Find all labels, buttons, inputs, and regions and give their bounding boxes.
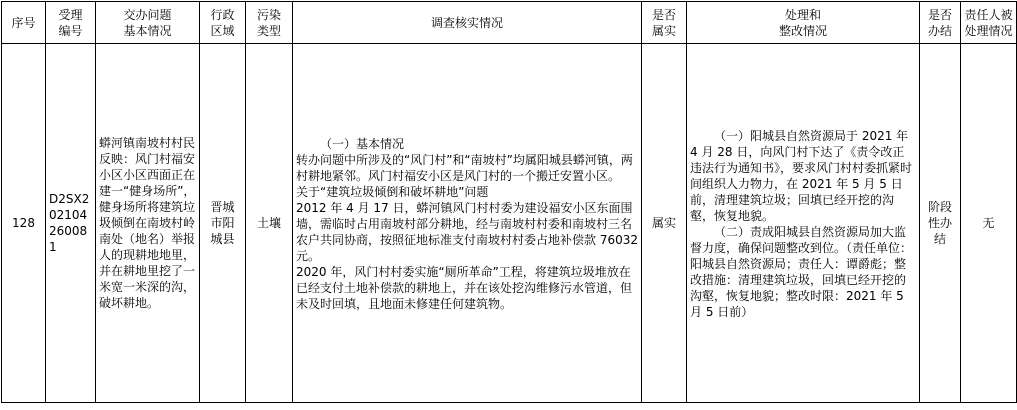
cell-seq: 128	[2, 44, 46, 403]
header-pollution-type: 污染 类型	[246, 2, 293, 44]
cell-accountability: 无	[961, 44, 1017, 403]
header-id: 受理 编号	[46, 2, 96, 44]
handling-paragraph: （一）阳城县自然资源局于 2021 年 4 月 28 日，向风门村下达了《责令改正违法行为通知书》，要求风门村村委抓紧时间组织人力物力，在 2021 年 5 月 5 日前，清理建筑垃圾；回填已经开挖的沟壑，恢复地貌。	[690, 129, 913, 223]
case-table	[1, 1, 1017, 403]
header-is-closed: 是否 办结	[920, 2, 961, 44]
investigation-paragraph: 转办问题中所涉及的“风门村”和“南坡村”均属阳城县蟒河镇，两村耕地紧邻。风门村福安小区是风门村的一个搬迁安置小区。	[296, 153, 633, 183]
handling-paragraph: （二）责成阳城县自然资源局加大监督力度，确保问题整改到位。（责任单位：阳城县自然资源局；责任人：谭爵彪；整改措施：清理建筑垃圾，回填已经开挖的沟壑，恢复地貌；整改时限：2021 年 5 月 5 日前）	[690, 225, 913, 319]
cell-pollution-type: 土壤	[246, 44, 293, 403]
header-issue: 交办问题 基本情况	[96, 2, 200, 44]
cell-investigation	[293, 44, 642, 403]
table-row	[2, 44, 1017, 403]
header-region: 行政 区域	[200, 2, 246, 44]
investigation-subheading: 关于“建筑垃圾倾倒和破坏耕地”问题	[296, 185, 489, 199]
cell-id: D2SX2 02104 26008 1	[46, 44, 96, 403]
cell-is-closed: 阶段 性办 结	[920, 44, 961, 403]
investigation-paragraph: 2020 年，风门村村委实施“厕所革命”工程，将建筑垃圾堆放在已经支付土地补偿款的耕地上，并在该处挖沟维修污水管道，但未及时回填，且地面未修建任何建筑物。	[296, 265, 633, 311]
header-accountability: 责任人被 处理情况	[961, 2, 1017, 44]
cell-handling	[687, 44, 920, 403]
investigation-heading: （一）基本情况	[320, 137, 405, 151]
header-row	[2, 2, 1017, 44]
header-handling: 处理和 整改情况	[687, 2, 920, 44]
header-seq: 序号	[2, 2, 46, 44]
investigation-paragraph: 2012 年 4 月 17 日，蟒河镇风门村村委为建设福安小区东面围墙，需临时占用南坡村部分耕地，经与南坡村村委和南坡村三名农户共同协商，按照征地标准支付南坡村村委占地补偿款 76032 元。	[296, 201, 638, 263]
cell-issue: 蟒河镇南坡村村民反映：风门村福安小区小区西面正在建一“健身场所”，健身场所将建筑垃圾倾倒在南坡村岭南处（地名）举报人的现耕地地里，并在耕地里挖了一米宽一米深的沟，破坏耕地。	[96, 44, 200, 403]
header-investigation: 调查核实情况	[293, 2, 642, 44]
header-is-true: 是否 属实	[642, 2, 687, 44]
cell-region: 晋城 市阳 城县	[200, 44, 246, 403]
cell-is-true: 属实	[642, 44, 687, 403]
